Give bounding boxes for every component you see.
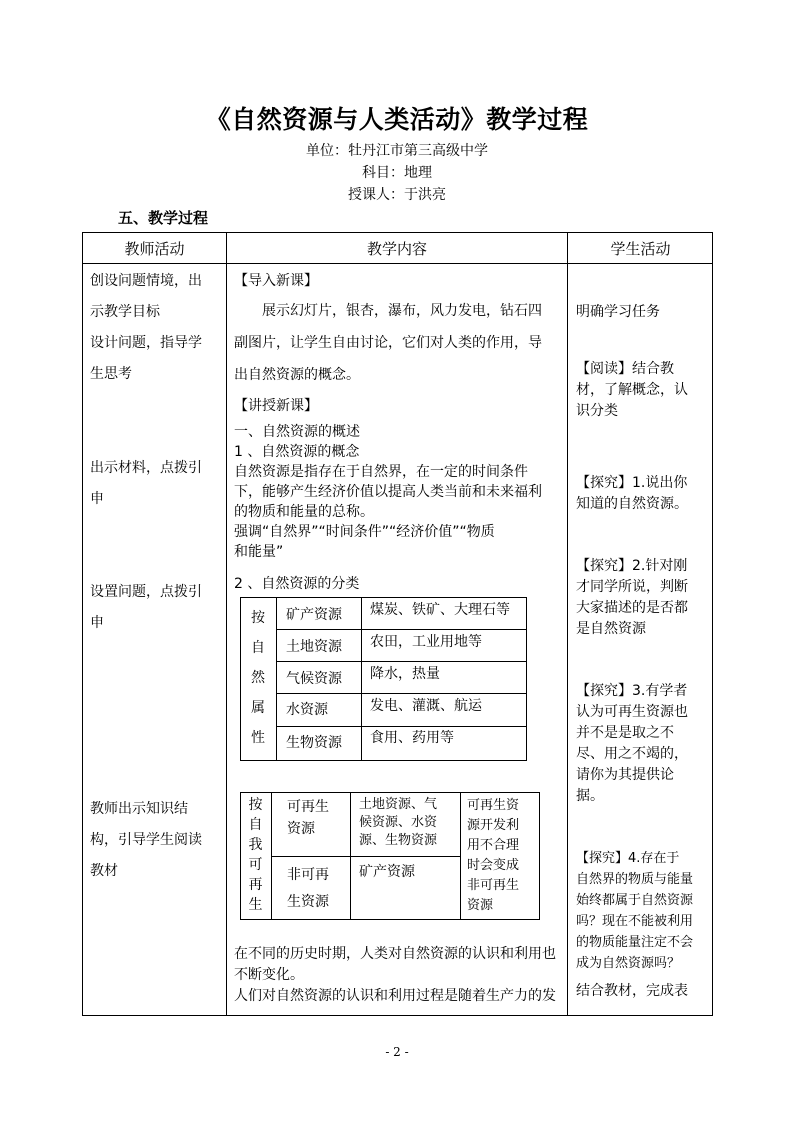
teacher-activity-block: 创设问题情境，出 示教学目标 设计问题，指导学 生思考 bbox=[90, 273, 202, 382]
header-teacher-activity: 教师活动 bbox=[124, 240, 185, 258]
teacher-activity-block: 设置问题，点拨引 申 bbox=[90, 584, 202, 631]
renewable-examples-cell: 土地资源、气 候资源、水资 源、生物资源 bbox=[359, 797, 438, 848]
classification-heading: 2 、自然资源的分类 bbox=[234, 576, 360, 592]
document-title: 《自然资源与人类活动》教学过程 bbox=[205, 105, 589, 134]
table-divider bbox=[271, 856, 460, 857]
header-teaching-content: 教学内容 bbox=[366, 240, 427, 258]
renewability-note-cell: 可再生资 源开发利 用不合理 时会变成 非可再生 资源 bbox=[467, 798, 520, 913]
renewability-label: 按 自 我 可 再 生 bbox=[248, 797, 263, 913]
teacher-activity-block: 教师出示知识结 构，引导学生阅读 教材 bbox=[90, 801, 202, 879]
resource-use-cell: 煤炭、铁矿、大理石等 bbox=[370, 602, 510, 618]
resource-type-cell: 气候资源 bbox=[286, 671, 342, 687]
table-divider bbox=[361, 597, 362, 761]
resource-use-cell: 食用、药用等 bbox=[370, 730, 454, 746]
student-activity: 结合教材，完成表 bbox=[576, 983, 688, 999]
table-divider bbox=[276, 661, 527, 662]
table-divider bbox=[276, 629, 527, 630]
column-divider bbox=[567, 232, 568, 1016]
nonrenewable-examples-cell: 矿产资源 bbox=[359, 864, 415, 880]
teacher-activity-block: 出示材料，点拨引 申 bbox=[90, 460, 202, 507]
renewable-type-cell: 可再生 资源 bbox=[287, 799, 329, 837]
subject-line: 科目：地理 bbox=[362, 165, 432, 181]
table-divider bbox=[460, 792, 461, 920]
resource-use-cell: 发电、灌溉、航运 bbox=[370, 698, 482, 714]
lecture-heading: 【讲授新课】 bbox=[234, 398, 318, 414]
unit-line: 单位：牡丹江市第三高级中学 bbox=[306, 143, 488, 159]
student-activity: 【探究】2.针对刚 才同学所说，判断 大家描述的是否都 是自然资源 bbox=[576, 558, 688, 637]
header-student-activity: 学生活动 bbox=[610, 240, 671, 258]
intro-paragraph: 展示幻灯片，银杏，瀑布，风力发电，钻石四 副图片，让学生自由讨论，它们对人类的作用，导 出自然资源的概念。 bbox=[234, 303, 542, 383]
resource-use-cell: 降水，热量 bbox=[370, 666, 440, 682]
history-paragraph: 在不同的历史时期，人类对自然资源的认识和利用也 不断变化。 人们对自然资源的认识和利用过程是随着生产力的发 bbox=[234, 946, 556, 1004]
table-divider bbox=[276, 726, 527, 727]
nonrenewable-type-cell: 非可再 生资源 bbox=[287, 867, 329, 910]
student-activity: 【探究】1.说出你 知道的自然资源。 bbox=[576, 475, 688, 512]
column-divider bbox=[226, 232, 227, 1016]
student-activity: 【探究】4.存在于 自然界的物质与能量 始终都属于自然资源 吗？现在不能被利用 的物质能量注定不会 成为自然资源吗？ bbox=[576, 851, 694, 971]
resource-use-cell: 农田，工业用地等 bbox=[370, 634, 482, 650]
concept-paragraph: 一、自然资源的概述 1 、自然资源的概念 自然资源是指存在于自然界，在一定的时间条件 下，能够产生经济价值以提高人类当前和未来福利 的物质和能量的总称。 强调“自然界”“时间条件”“经济价值”“物质 和能量” bbox=[234, 424, 542, 560]
table-divider bbox=[276, 597, 277, 761]
page-number: - 2 - bbox=[385, 1045, 409, 1059]
student-activity: 明确学习任务 bbox=[576, 304, 660, 320]
section-heading: 五、教学过程 bbox=[118, 209, 209, 227]
resource-type-cell: 土地资源 bbox=[286, 639, 342, 655]
header-divider bbox=[82, 263, 713, 264]
resource-type-cell: 生物资源 bbox=[286, 735, 342, 751]
resource-type-cell: 水资源 bbox=[286, 702, 328, 718]
table-divider bbox=[276, 693, 527, 694]
intro-heading: 【导入新课】 bbox=[234, 273, 318, 289]
resource-type-cell: 矿产资源 bbox=[286, 607, 342, 623]
student-activity: 【探究】3.有学者 认为可再生资源也 并不是是取之不 尽、用之不竭的， 请你为其提供论 据。 bbox=[576, 683, 688, 804]
student-activity: 【阅读】结合教 材，了解概念，认 识分类 bbox=[576, 361, 688, 419]
teacher-line: 授课人：于洪亮 bbox=[348, 187, 446, 203]
natural-attribute-label: 按 自 然 属 性 bbox=[251, 610, 265, 746]
